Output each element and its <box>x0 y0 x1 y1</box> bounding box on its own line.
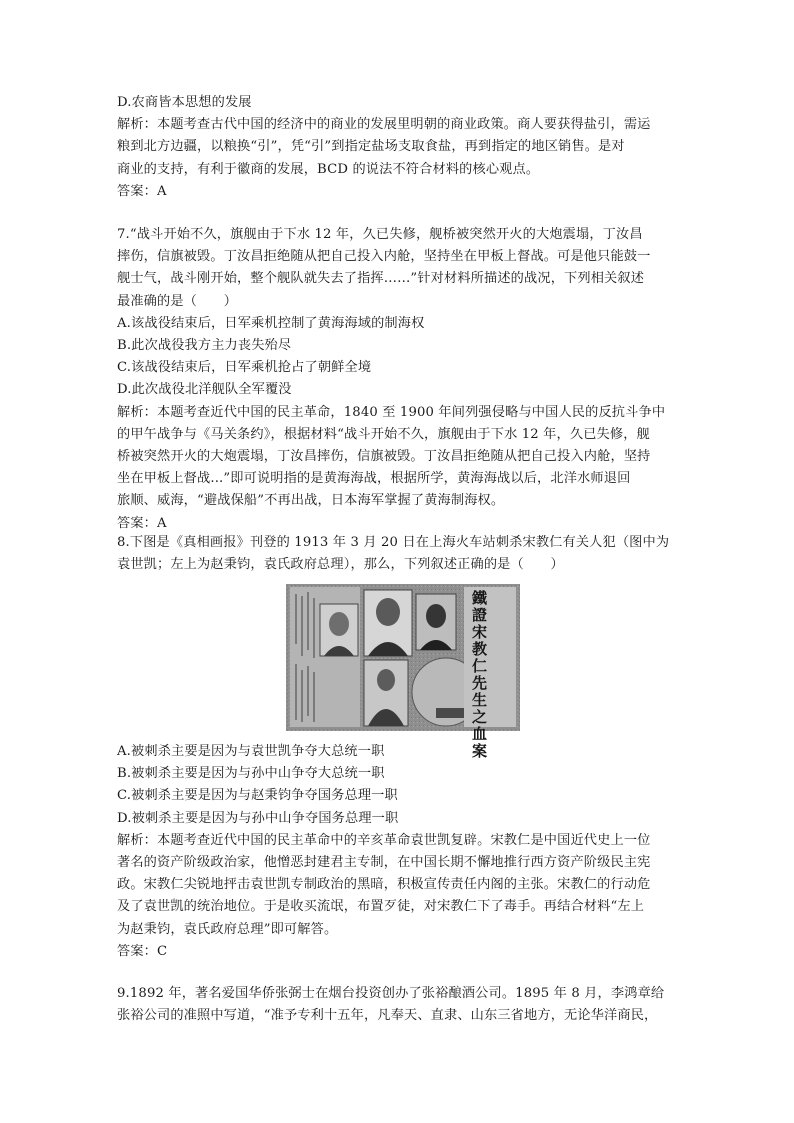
q6-option-d: D.农商皆本思想的发展 <box>117 95 252 110</box>
q8-analysis-line: 及了袁世凯的统治地位。于是收买流氓，布置歹徒，对宋教仁下了毒手。再结合材料“左上 <box>117 899 645 915</box>
q7-stem-line: 舰士气，战斗刚开始，整个舰队就失去了指挥……”针对材料所描述的战况，下列相关叙述 <box>117 271 645 287</box>
photo-calligraphy: 鐵證宋教仁先生之血案 <box>472 589 488 760</box>
q6-analysis-line: 粮到北方边疆，以粮换“引”，凭“引”到指定盐场支取食盐，再到指定的地区销售。是对 <box>117 139 625 155</box>
question-7 <box>117 224 682 535</box>
q7-stem-line: 摔伤，信旗被毁。丁汝昌拒绝随从把自己投入内舱，坚持坐在甲板上督战。可是他只能鼓一 <box>117 249 651 265</box>
q8-option-d: D.被刺杀主要是因为与孙中山争夺国务总理一职 <box>117 810 399 826</box>
q6-analysis-line: 商业的支持，有利于徽商的发展，BCD 的说法不符合材料的核心观点。 <box>117 161 540 177</box>
q8-option-a: A.被刺杀主要是因为与袁世凯争夺大总统一职 <box>117 744 385 759</box>
question-8-stem <box>117 532 682 576</box>
q8-analysis-line: 著名的资产阶级政治家，他憎恶封建君主专制，在中国长期不懈地推行西方资产阶级民主宪 <box>117 855 651 871</box>
q7-analysis-line: 解析：本题考查近代中国的民主革命，1840 至 1900 年间列强侵略与中国人民的反抗斗争中 <box>117 404 666 420</box>
q7-analysis-line: 的甲午战争与《马关条约》，根据材料“战斗开始不久，旗舰由于下水 12 年，久已失修，舰 <box>117 426 650 442</box>
portrait-face-center <box>376 598 400 626</box>
q7-option-c: C.该战役结束后，日军乘机抢占了朝鲜全境 <box>117 360 372 376</box>
q8-answer: 答案：C <box>117 943 168 959</box>
q7-analysis-line: 坐在甲板上督战...”即可说明指的是黄海海战，根据所学，黄海海战以后，北洋水师退回 <box>117 471 631 487</box>
portrait-face-left <box>329 612 349 636</box>
q8-stem-line: 袁世凯；左上为赵秉钧，袁氏政府总理），那么，下列叙述正确的是（ ） <box>117 557 564 573</box>
q9-stem-line: 9.1892 年，著名爱国华侨张弼士在烟台投资创办了张裕酿酒公司。1895 年 8 月，李鸿章给 <box>117 986 665 1001</box>
q7-answer: 答案：A <box>117 515 167 531</box>
portrait-face-right <box>426 604 446 628</box>
q8-option-c: C.被刺杀主要是因为与赵秉钧争夺国务总理一职 <box>117 788 398 804</box>
q6-answer: 答案：A <box>117 183 167 199</box>
q7-option-d: D.此次战役北洋舰队全军覆没 <box>117 382 292 398</box>
q8-analysis-line: 解析：本题考查近代中国的民主革命中的辛亥革命袁世凯复辟。宋教仁是中国近代史上一位 <box>117 832 651 848</box>
question-6-tail <box>117 92 682 203</box>
q8-stem-line: 8.下图是《真相画报》刊登的 1913 年 3 月 20 日在上海火车站刺杀宋教仁有关人犯（图中为 <box>117 535 670 550</box>
q7-analysis-line: 旅顺、威海，“避战保船”不再出战，日本海军掌握了黄海制海权。 <box>117 493 505 509</box>
q7-stem-line: 7.“战斗开始不久，旗舰由于下水 12 年，久已失修，舰桥被突然开火的大炮震塌，丁汝昌 <box>117 227 643 242</box>
q6-analysis-line: 解析：本题考查古代中国的经济中的商业的发展里明朝的商业政策。商人要获得盐引，需运 <box>117 117 651 133</box>
q9-stem-line: 张裕公司的准照中写道，“准予专利十五年，凡奉天、直隶、山东三省地方，无论华洋商民， <box>117 1008 658 1024</box>
question-8-body <box>117 741 682 963</box>
q7-stem-line: 最准确的是（ ） <box>117 293 238 309</box>
q8-option-b: B.被刺杀主要是因为与孙中山争夺大总统一职 <box>117 766 385 782</box>
q7-option-b: B.此次战役我方主力丧失殆尽 <box>117 338 292 354</box>
historical-photo <box>286 584 520 760</box>
portrait-face-lower <box>377 669 395 691</box>
q7-analysis-line: 桥被突然开火的大炮震塌，丁汝昌摔伤，信旗被毁。丁汝昌拒绝随从把自己投入内舱，坚持 <box>117 449 651 465</box>
q7-option-a: A.该战役结束后，日军乘机控制了黄海海域的制海权 <box>117 315 425 331</box>
q8-analysis-line: 政。宋教仁尖锐地抨击袁世凯专制政治的黑暗，积极宣传责任内阁的主张。宋教仁的行动危 <box>117 877 651 893</box>
question-9 <box>117 983 682 1027</box>
q8-analysis-line: 为赵秉钧，袁氏政府总理”即可解答。 <box>117 921 338 937</box>
